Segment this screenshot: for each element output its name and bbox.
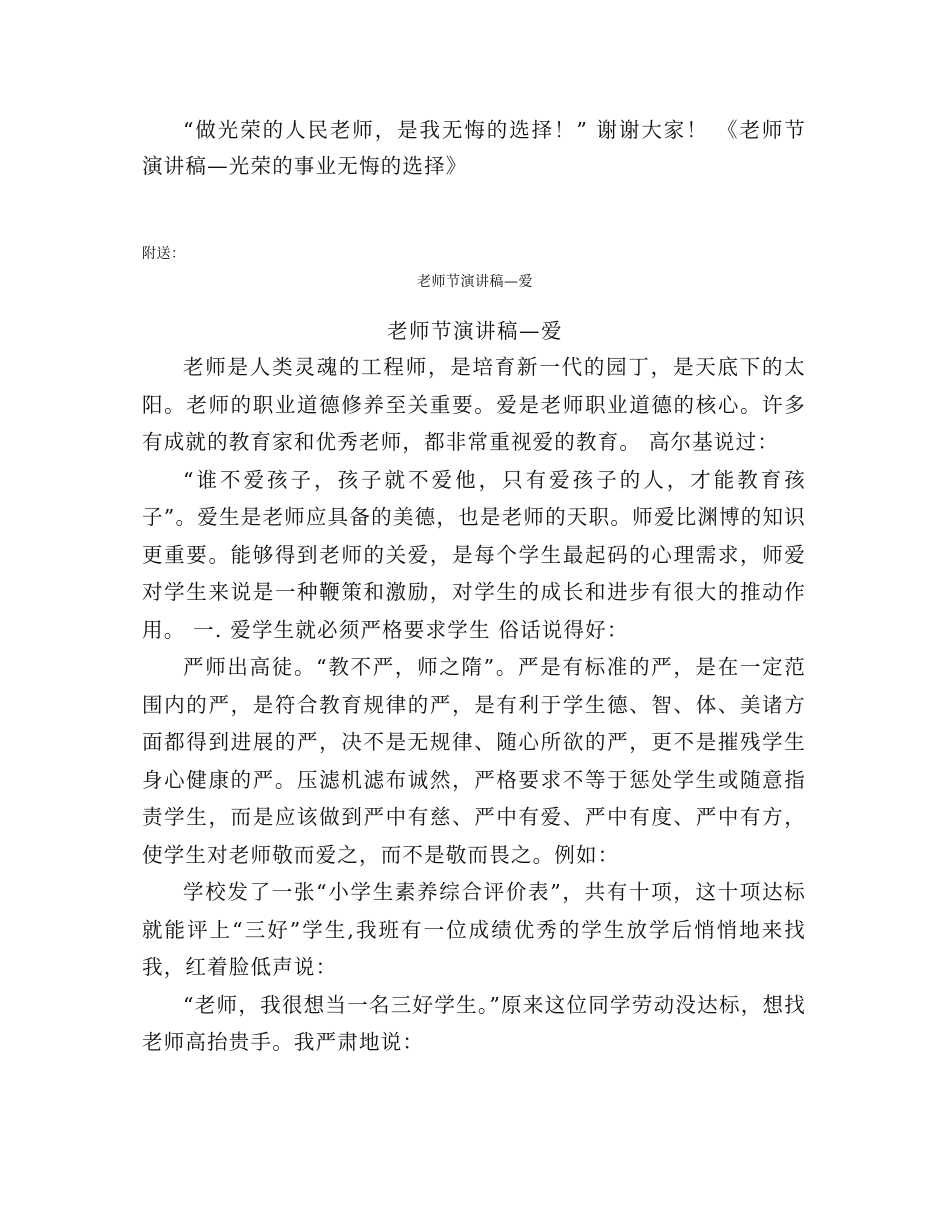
body-paragraph: “谁不爱孩子，孩子就不爱他，只有爱孩子的人，才能教育孩子”。爱生是老师应具备的美德，也是老师的天职。师爱比渊博的知识更重要。能够得到老师的关爱，是每个学生最起码的心理需求，师爱对学生来说是一种鞭策和激励，对学生的成长和进步有很大的推动作用。 一. 爱学生就必须严格要求学生 俗话说得好： bbox=[142, 467, 806, 642]
appendix-label: 附送： bbox=[142, 246, 186, 262]
body-paragraph: 学校发了一张“小学生素养综合评价表”，共有十项，这十项达标就能评上“三好”学生,我班有一位成绩优秀的学生放学后悄悄地来找我，红着脸低声说： bbox=[142, 880, 806, 979]
speech-body bbox=[142, 349, 806, 1062]
closing-section bbox=[142, 112, 806, 184]
body-paragraph: “老师，我很想当一名三好学生。”原来这位同学劳动没达标，想找老师高抬贵手。我严肃地说： bbox=[142, 992, 806, 1054]
body-paragraph: 严师出高徒。“教不严，师之隋”。严是有标准的严，是在一定范围内的严，是符合教育规律的严，是有利于学生德、智、体、美诸方面都得到进展的严，决不是无规律、随心所欲的严，更不是摧残学生身心健康的严。压滤机滤布诚然，严格要求不等于惩处学生或随意指责学生，而是应该做到严中有慈、严中有爱、严中有度、严中有方，使学生对老师敬而爱之，而不是敬而畏之。例如： bbox=[142, 655, 806, 867]
body-paragraph: 老师是人类灵魂的工程师，是培育新一代的园丁，是天底下的太阳。老师的职业道德修养至关重要。爱是老师职业道德的核心。许多有成就的教育家和优秀老师，都非常重视爱的教育。 高尔基说过： bbox=[142, 355, 806, 454]
closing-paragraph: “做光荣的人民老师，是我无悔的选择！” 谢谢大家！ 《老师节演讲稿—光荣的事业无悔的选择》 bbox=[142, 118, 806, 178]
speech-title: 老师节演讲稿—爱 bbox=[387, 319, 563, 343]
appendix-small-title: 老师节演讲稿—爱 bbox=[417, 274, 533, 290]
